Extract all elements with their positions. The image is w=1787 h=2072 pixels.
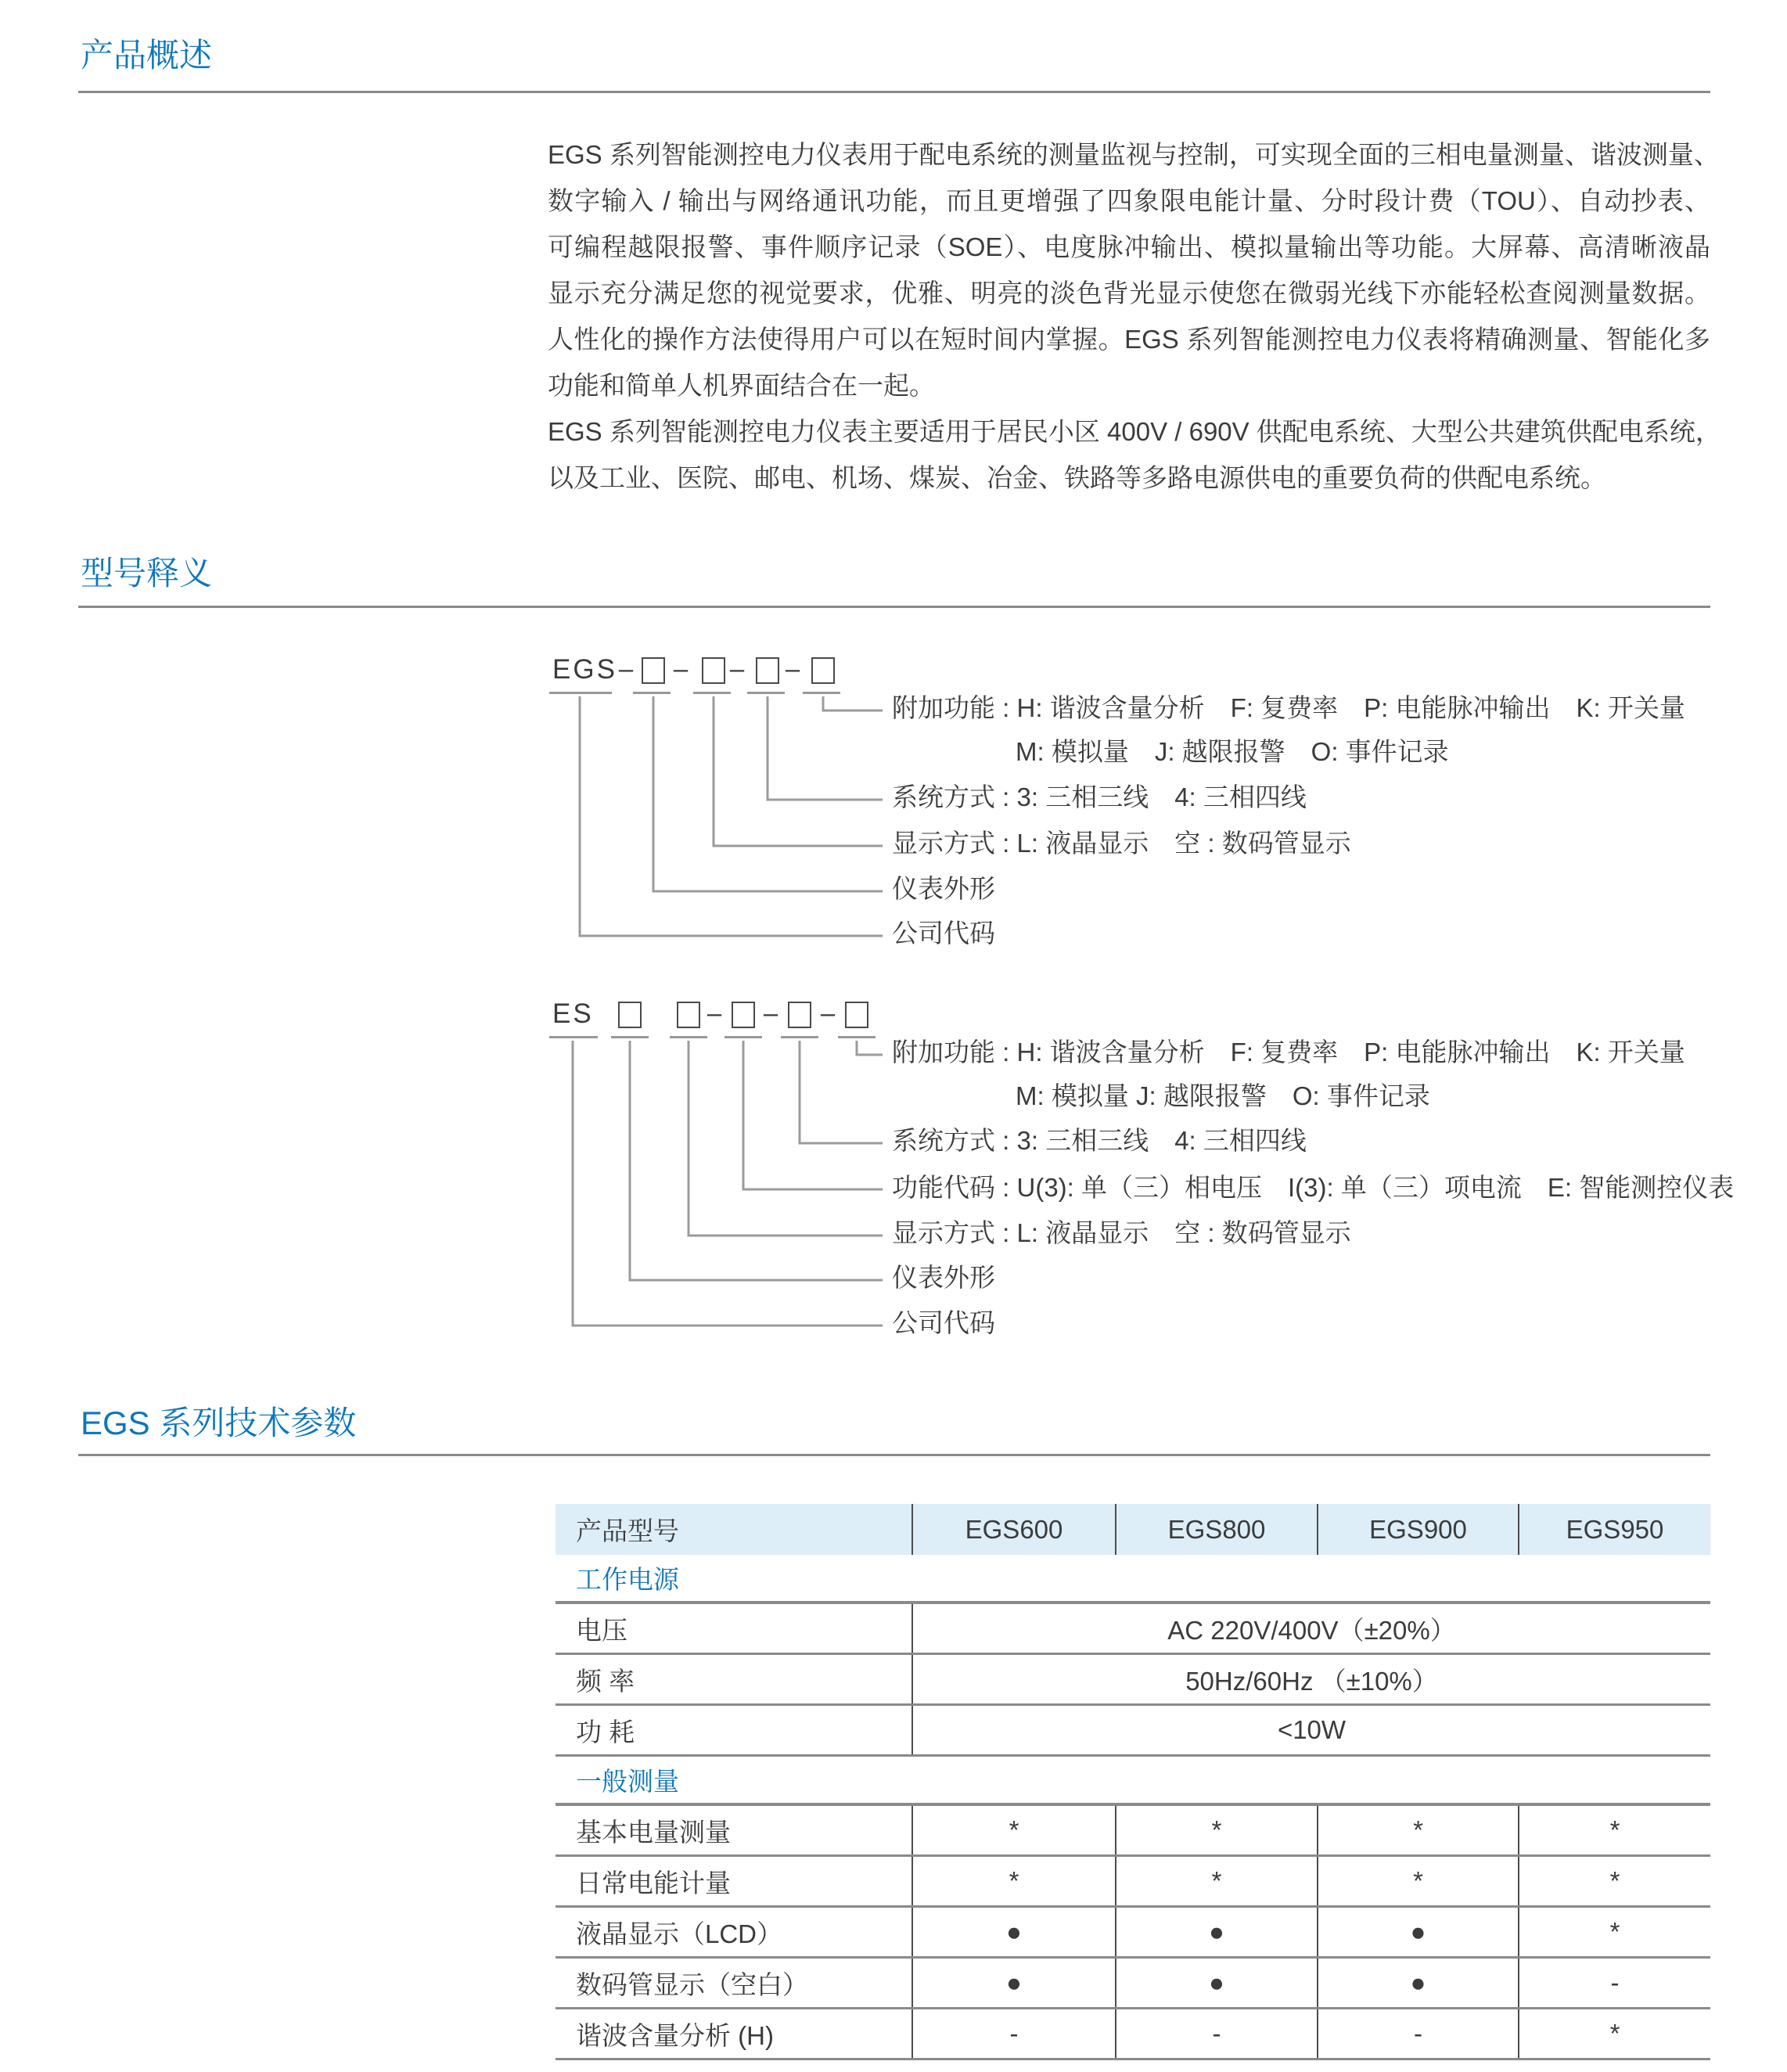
label-system-mode: 系统方式 : 3: 三相三线 4: 三相四线 xyxy=(892,1126,1307,1155)
label-meter-shape: 仪表外形 xyxy=(892,874,995,903)
table-header-row xyxy=(556,1504,1710,1555)
row-cell: ● xyxy=(911,1908,1115,1956)
row-cell: - xyxy=(911,2009,1115,2058)
label-company-code: 公司代码 xyxy=(892,1308,995,1337)
table-header-egs950: EGS950 xyxy=(1518,1504,1710,1555)
label-display-mode: 显示方式 : L: 液晶显示 空 : 数码管显示 xyxy=(892,1218,1351,1247)
row-label: 日常电能计量 xyxy=(576,1868,731,1898)
row-label: 谐波含量分析 (H) xyxy=(576,2020,774,2050)
table-header-product-model: 产品型号 xyxy=(576,1516,679,1545)
model-dash: – xyxy=(820,998,836,1027)
overview-line: EGS 系列智能测控电力仪表主要适用于居民小区 400V / 690V 供配电系统、大型公共建筑供配电系统， xyxy=(548,417,1721,446)
model-dash: – xyxy=(618,654,634,683)
overview-paragraph xyxy=(548,131,1721,501)
overview-heading: 产品概述 xyxy=(81,37,213,74)
row-cell: ● xyxy=(1115,1908,1317,1956)
overview-line: 可编程越限报警、事件顺序记录（SOE）、电度脉冲输出、模拟量输出等功能。大屏幕、高清晰液晶 xyxy=(548,232,1710,261)
overview-line: 以及工业、医院、邮电、机场、煤炭、冶金、铁路等多路电源供电的重要负荷的供配电系统。 xyxy=(548,463,1606,492)
table-row xyxy=(556,1706,1710,1757)
model-prefix: ES xyxy=(552,998,594,1029)
row-cell: * xyxy=(1115,1806,1317,1854)
label-extra-function: 附加功能 : H: 谐波含量分析 F: 复费率 P: 电能脉冲输出 K: 开关量 xyxy=(892,693,1685,722)
model-prefix: EGS xyxy=(552,654,617,685)
table-header-egs600: EGS600 xyxy=(911,1504,1115,1555)
row-cell: * xyxy=(911,1806,1115,1854)
model-dash: – xyxy=(729,654,745,683)
table-section-general-measure: 一般测量 xyxy=(556,1757,1710,1806)
model-heading-rule xyxy=(78,606,1710,608)
row-cell: * xyxy=(1115,1857,1317,1905)
row-cell: - xyxy=(1115,2009,1317,2058)
table-row xyxy=(556,1857,1710,1908)
model-code-box xyxy=(845,1002,868,1028)
model-dash: – xyxy=(673,654,689,683)
table-row xyxy=(556,1959,1710,2009)
row-cell: * xyxy=(1317,1857,1518,1905)
row-label: 电压 xyxy=(576,1615,627,1645)
label-display-mode: 显示方式 : L: 液晶显示 空 : 数码管显示 xyxy=(892,829,1351,858)
row-cell: * xyxy=(1518,1908,1710,1956)
row-cell: * xyxy=(1518,1806,1710,1854)
row-cell: ● xyxy=(1317,1959,1518,2007)
model-code-box xyxy=(732,1002,755,1028)
label-system-mode: 系统方式 : 3: 三相三线 4: 三相四线 xyxy=(892,782,1307,811)
table-row xyxy=(556,1806,1710,1857)
model-dash: – xyxy=(707,998,722,1027)
row-cell: - xyxy=(1518,1959,1710,2007)
overview-line: 数字输入 / 输出与网络通讯功能，而且更增强了四象限电能计量、分时段计费（TOU）、自动抄表、 xyxy=(548,186,1710,215)
model-code-box xyxy=(677,1002,700,1028)
overview-line: 功能和简单人机界面结合在一起。 xyxy=(548,371,935,400)
row-cell: - xyxy=(1317,2009,1518,2058)
row-label: 液晶显示（LCD） xyxy=(576,1919,783,1948)
label-company-code: 公司代码 xyxy=(892,919,995,948)
table-header-egs800: EGS800 xyxy=(1115,1504,1317,1555)
overview-line: 人性化的操作方法使得用户可以在短时间内掌握。EGS 系列智能测控电力仪表将精确测量、智能化多 xyxy=(548,325,1710,354)
row-cell: * xyxy=(1518,1857,1710,1905)
overview-line: EGS 系列智能测控电力仪表用于配电系统的测量监视与控制，可实现全面的三相电量测量、谐波测量、 xyxy=(548,140,1720,169)
model-code-box xyxy=(618,1002,642,1028)
row-label: 功 耗 xyxy=(576,1717,635,1746)
row-span-value: 50Hz/60Hz （±10%） xyxy=(911,1655,1710,1703)
row-cell: * xyxy=(1317,1806,1518,1854)
table-row xyxy=(556,1655,1710,1706)
model-code-box xyxy=(702,657,725,684)
label-extra-function-2: M: 模拟量 J: 越限报警 O: 事件记录 xyxy=(1016,1081,1430,1110)
model-diagram-es xyxy=(548,992,1735,1352)
row-label: 基本电量测量 xyxy=(576,1817,731,1847)
row-span-value: <10W xyxy=(911,1706,1710,1754)
params-table xyxy=(556,1504,1710,2060)
overview-heading-rule xyxy=(78,91,1710,93)
label-meter-shape: 仪表外形 xyxy=(892,1263,995,1292)
table-row xyxy=(556,2009,1710,2060)
label-function-code: 功能代码 : U(3): 单（三）相电压 I(3): 单（三）项电流 E: 智能测控仪表 xyxy=(892,1173,1735,1202)
row-cell: * xyxy=(911,1857,1115,1905)
label-extra-function-2: M: 模拟量 J: 越限报警 O: 事件记录 xyxy=(1016,737,1449,766)
model-heading: 型号释义 xyxy=(81,555,213,592)
model-code-box xyxy=(642,657,665,684)
row-label: 数码管显示（空白） xyxy=(576,1969,808,1999)
model-code-box xyxy=(756,657,779,684)
table-row xyxy=(556,1908,1710,1959)
row-cell: ● xyxy=(1317,1908,1518,1956)
table-section-power-supply: 工作电源 xyxy=(556,1555,1710,1604)
table-header-egs900: EGS900 xyxy=(1317,1504,1518,1555)
model-dash: – xyxy=(763,998,778,1027)
model-code-box xyxy=(811,657,835,684)
model-diagram-egs xyxy=(548,648,1710,961)
table-row xyxy=(556,1604,1710,1655)
params-heading: EGS 系列技术参数 xyxy=(81,1405,357,1441)
row-cell: ● xyxy=(1115,1959,1317,2007)
label-extra-function: 附加功能 : H: 谐波含量分析 F: 复费率 P: 电能脉冲输出 K: 开关量 xyxy=(892,1038,1685,1067)
model-dash: – xyxy=(785,654,800,683)
model-code-box xyxy=(788,1002,811,1028)
params-heading-rule xyxy=(78,1454,1710,1456)
row-cell: * xyxy=(1518,2009,1710,2058)
overview-line: 显示充分满足您的视觉要求，优雅、明亮的淡色背光显示使您在微弱光线下亦能轻松查阅测量数据。 xyxy=(548,279,1710,308)
row-span-value: AC 220V/400V（±20%） xyxy=(911,1604,1710,1653)
row-cell: ● xyxy=(911,1959,1115,2007)
row-label: 频 率 xyxy=(576,1666,635,1696)
